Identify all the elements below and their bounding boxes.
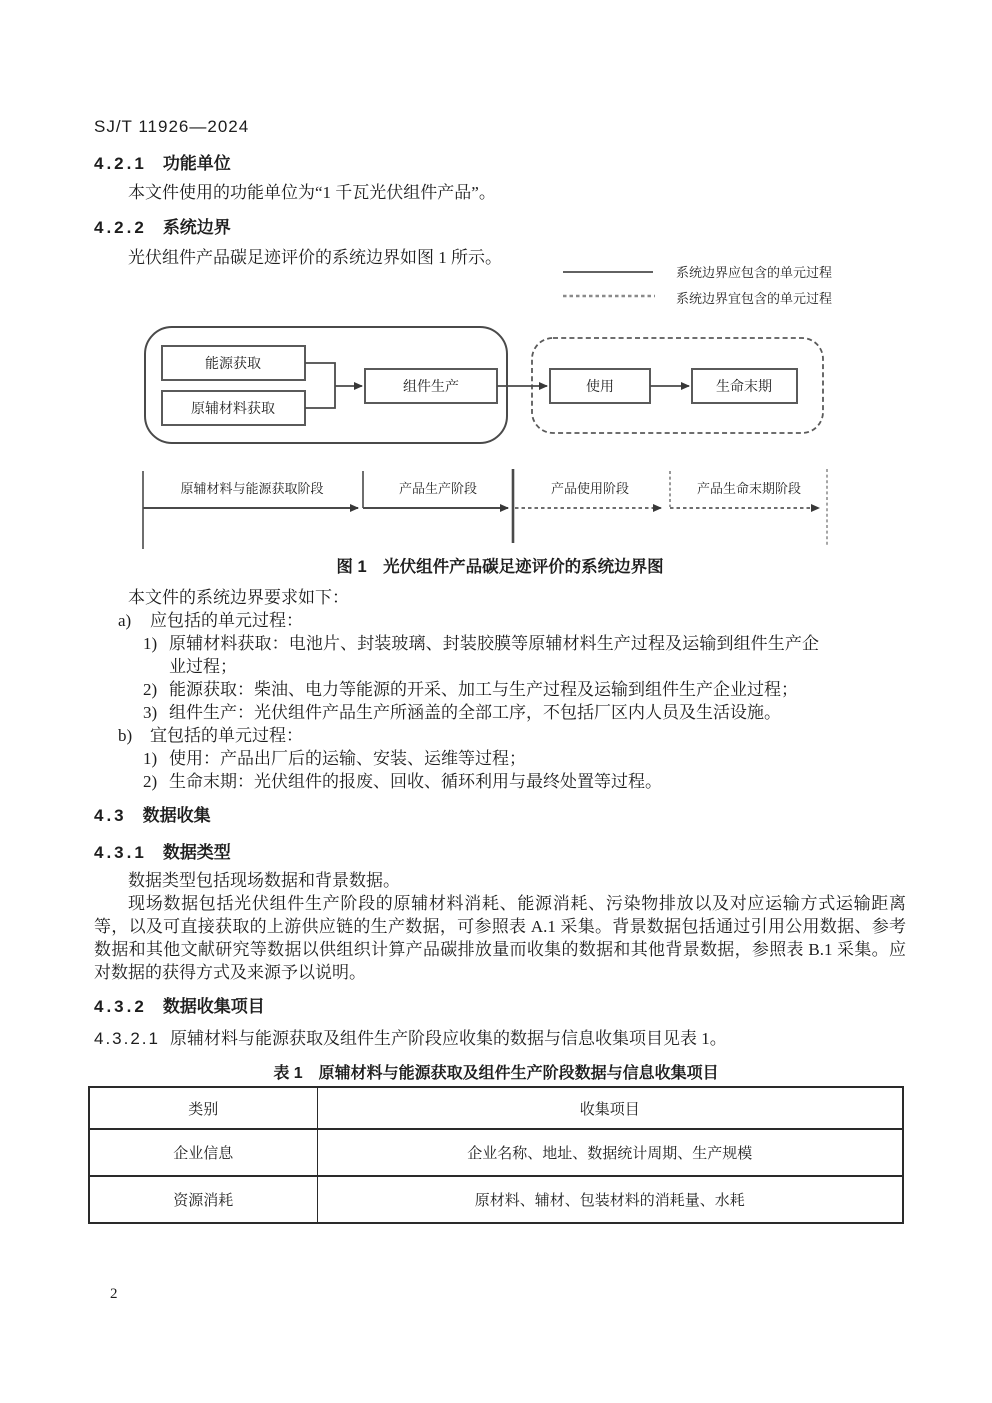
- list-item-text: 宜包括的单元过程：: [150, 726, 303, 745]
- figure-caption: 图 1 光伏组件产品碳足迹评价的系统边界图: [336, 558, 664, 576]
- table-cell-items: 原材料、辅材、包装材料的消耗量、水耗: [317, 1176, 903, 1223]
- heading-4-3-2: [94, 992, 265, 1017]
- box-energy-label: 能源获取: [205, 357, 261, 372]
- list-item-a1: [143, 632, 819, 678]
- legend-dashed-label: 系统边界宜包含的单元过程: [676, 291, 833, 306]
- list-item-b: [118, 724, 906, 747]
- table-header-category: 类别: [89, 1087, 317, 1129]
- figure-legend: [563, 265, 832, 306]
- list-marker: a): [118, 611, 132, 630]
- list-marker: 2): [143, 680, 158, 699]
- stage-label-1: 原辅材料与能源获取阶段: [180, 481, 324, 496]
- stage-label-3: 产品使用阶段: [550, 481, 630, 496]
- list-item-text: 使用：产品出厂后的运输、安装、运维等过程；: [169, 749, 526, 768]
- list-marker: 1): [143, 634, 158, 653]
- stage-label-4: 产品生命末期阶段: [696, 481, 802, 496]
- connector-energy-junction: [305, 363, 335, 386]
- table-cell-category: 资源消耗: [89, 1176, 317, 1223]
- list-item-a: [118, 609, 906, 632]
- process-boxes: [162, 346, 797, 425]
- heading-title: 数据收集: [142, 806, 211, 825]
- list-marker: b): [118, 726, 133, 745]
- list-marker: 2): [143, 772, 158, 791]
- list-item-text: 组件生产：光伏组件产品生产所涵盖的全部工序，不包括厂区内人员及生活设施。: [169, 703, 781, 722]
- list-item-text: 原辅材料获取：电池片、封装玻璃、封装胶膜等原辅材料生产过程及运输到组件生产企业过程；: [169, 634, 819, 676]
- clause-4-3-2-1: [94, 1027, 727, 1050]
- table-cell-category: 企业信息: [89, 1129, 317, 1176]
- list-item-a2: [143, 678, 819, 701]
- heading-number: 4.2.2: [94, 218, 147, 237]
- list-item-b2: [143, 770, 819, 793]
- list-item-a3: [143, 701, 819, 724]
- table-caption: 表 1 原辅材料与能源获取及组件生产阶段数据与信息收集项目: [273, 1065, 719, 1082]
- box-use-label: 使用: [586, 380, 614, 395]
- table-row: [89, 1176, 903, 1223]
- heading-title: 数据收集项目: [162, 997, 265, 1016]
- paragraph-system-boundary: 光伏组件产品碳足迹评价的系统边界如图 1 所示。: [128, 248, 502, 267]
- heading-title: 功能单位: [162, 154, 231, 173]
- paragraph-functional-unit: 本文件使用的功能单位为“1 千瓦光伏组件产品”。: [128, 183, 496, 202]
- standard-number-header: SJ/T 11926—2024: [94, 117, 250, 136]
- boundary-requirements-list: [94, 586, 906, 793]
- heading-number: 4.3.1: [94, 843, 147, 862]
- connector-materials-junction: [305, 386, 335, 408]
- clause-number: 4.3.2.1: [94, 1029, 160, 1048]
- table-header-items: 收集项目: [317, 1087, 903, 1129]
- box-materials-label: 原辅材料获取: [191, 402, 275, 417]
- table-cell-items: 企业名称、地址、数据统计周期、生产规模: [317, 1129, 903, 1176]
- box-eol-label: 生命末期: [716, 380, 772, 395]
- heading-title: 数据类型: [162, 843, 231, 862]
- page-number: 2: [110, 1286, 118, 1302]
- legend-solid-label: 系统边界应包含的单元过程: [676, 265, 833, 280]
- list-marker: 1): [143, 749, 158, 768]
- table-header-row: [89, 1087, 903, 1129]
- box-production-label: 组件生产: [403, 380, 459, 395]
- list-intro: 本文件的系统边界要求如下：: [128, 588, 349, 607]
- list-item-text: 能源获取：柴油、电力等能源的开采、加工与生产过程及运输到组件生产企业过程；: [169, 680, 798, 699]
- heading-number: 4.3: [94, 806, 127, 825]
- stage-timeline: [143, 469, 827, 549]
- paragraph-onsite-background-data: 现场数据包括光伏组件生产阶段的原辅材料消耗、能源消耗、污染物排放以及对应运输方式运输距离等，以及可直接获取的上游供应链的生产数据，可参照表 A.1 采集。背景数据包括通过引用公用数据、参考数据和其他文献研究等数据以供组织计算产品碳排放量而收集的数据和其他背景数据，参照表 B.1 采集。应对数据的获得方式及来源予以说明。: [94, 894, 906, 982]
- heading-number: 4.3.2: [94, 997, 147, 1016]
- table-row: [89, 1129, 903, 1176]
- clause-text: 原辅材料与能源获取及组件生产阶段应收集的数据与信息收集项目见表 1。: [170, 1029, 727, 1048]
- heading-number: 4.2.1: [94, 154, 147, 173]
- figure-system-boundary-diagram: [0, 0, 992, 560]
- list-marker: 3): [143, 703, 158, 722]
- stage-label-2: 产品生产阶段: [398, 481, 478, 496]
- heading-4-3-1: [94, 838, 231, 863]
- list-item-text: 应包括的单元过程：: [150, 611, 303, 630]
- list-item-b1: [143, 747, 819, 770]
- heading-title: 系统边界: [162, 218, 231, 237]
- heading-4-3: [94, 801, 211, 826]
- list-item-text: 生命末期：光伏组件的报废、回收、循环利用与最终处置等过程。: [169, 772, 662, 791]
- paragraph-data-types: 数据类型包括现场数据和背景数据。: [128, 871, 400, 890]
- table-data-collection: [88, 1086, 904, 1224]
